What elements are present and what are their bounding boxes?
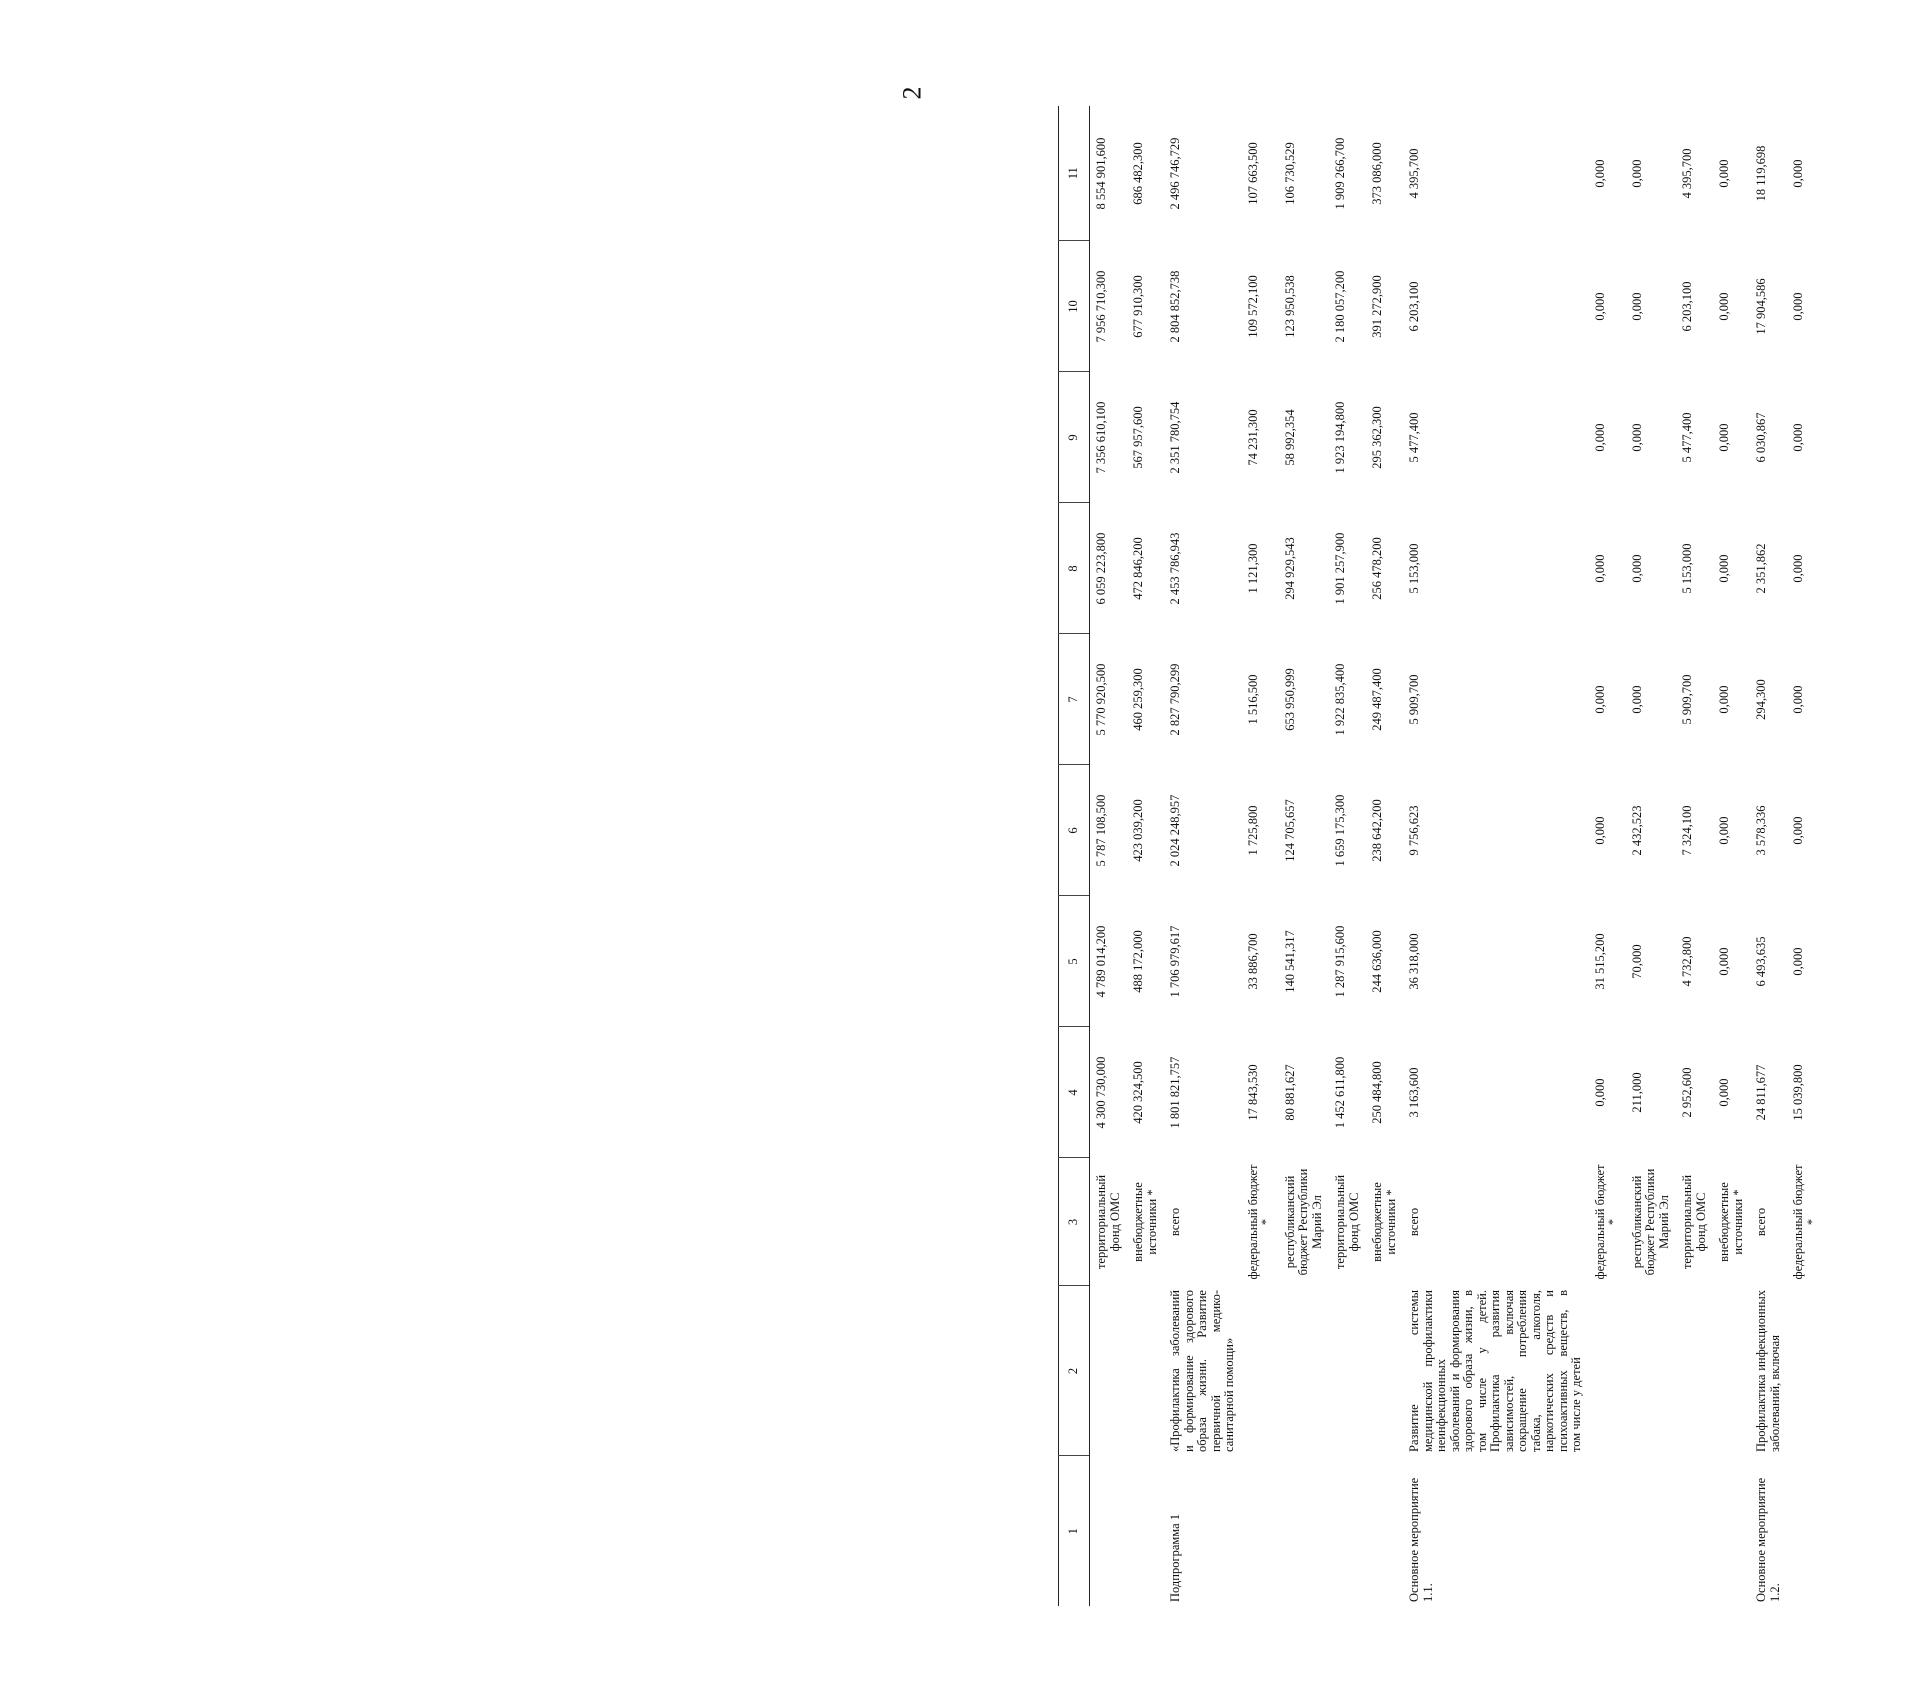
table-row bbox=[1403, 106, 1589, 1606]
value-cell-col-10: 2 804 852,738 bbox=[1168, 270, 1182, 343]
value-cell-col-4: 17 843,530 bbox=[1245, 1064, 1260, 1121]
value-cell-col-9: 1 923 194,800 bbox=[1333, 401, 1347, 474]
value-cell-col-4: 1 452 611,800 bbox=[1333, 1056, 1347, 1129]
description-cell bbox=[1676, 1286, 1713, 1456]
value-cell-col-11: 0,000 bbox=[1592, 159, 1607, 188]
value-cell-col-5: 1 706 979,617 bbox=[1168, 925, 1182, 998]
value-cell-col-5: 70,000 bbox=[1629, 944, 1644, 979]
description-cell: Профилактика инфекционных заболеваний, включая bbox=[1754, 1290, 1782, 1452]
description-cell bbox=[1713, 1286, 1750, 1456]
value-cell-col-9: 58 992,354 bbox=[1282, 409, 1297, 466]
value-cell-col-5: 0,000 bbox=[1791, 947, 1805, 976]
value-cell-col-7: 5 909,700 bbox=[1407, 674, 1421, 725]
description-cell bbox=[1127, 1286, 1164, 1456]
column-header-2: 2 bbox=[1059, 1286, 1090, 1456]
description-cell: «Профилактика заболеваний и формирование здорового образа жизни. Развитие первичной медико-санитарной помощи» bbox=[1168, 1290, 1236, 1452]
value-cell-col-7: 0,000 bbox=[1592, 685, 1607, 714]
value-cell-col-8: 1 121,300 bbox=[1245, 543, 1260, 594]
table-row bbox=[1242, 106, 1279, 1606]
value-cell-col-6: 0,000 bbox=[1717, 816, 1731, 845]
value-cell-col-8: 6 059 223,800 bbox=[1094, 532, 1108, 605]
value-cell-col-11: 1 909 266,700 bbox=[1333, 137, 1347, 210]
table-row bbox=[1589, 106, 1626, 1606]
table-body bbox=[1090, 106, 1825, 1606]
value-cell-col-8: 0,000 bbox=[1717, 554, 1731, 583]
column-header-3: 3 bbox=[1059, 1158, 1090, 1286]
value-cell-col-4: 4 300 730,000 bbox=[1094, 1056, 1108, 1129]
value-cell-col-5: 4 732,800 bbox=[1680, 936, 1694, 987]
value-cell-col-8: 5 153,000 bbox=[1407, 543, 1421, 594]
value-cell-col-7: 294,300 bbox=[1754, 679, 1768, 720]
program-cell bbox=[1090, 1456, 1128, 1606]
value-cell-col-4: 15 039,800 bbox=[1791, 1064, 1805, 1121]
value-cell-col-10: 7 956 710,300 bbox=[1094, 270, 1108, 343]
funding-source-cell: территориальный фонд ОМС bbox=[1094, 1174, 1122, 1270]
value-cell-col-10: 0,000 bbox=[1717, 292, 1731, 321]
description-cell bbox=[1090, 1286, 1128, 1456]
value-cell-col-10: 2 180 057,200 bbox=[1333, 270, 1347, 343]
description-cell bbox=[1279, 1286, 1330, 1456]
column-header-5: 5 bbox=[1059, 896, 1090, 1027]
value-cell-col-11: 373 086,000 bbox=[1370, 142, 1384, 205]
value-cell-col-9: 6 030,867 bbox=[1754, 412, 1768, 463]
value-cell-col-8: 256 478,200 bbox=[1370, 537, 1384, 600]
description-cell bbox=[1589, 1286, 1626, 1456]
value-cell-col-8: 472 846,200 bbox=[1131, 537, 1145, 600]
column-header-7: 7 bbox=[1059, 634, 1090, 765]
value-cell-col-9: 0,000 bbox=[1717, 423, 1731, 452]
program-cell bbox=[1242, 1456, 1279, 1606]
value-cell-col-4: 24 811,677 bbox=[1754, 1064, 1768, 1121]
value-cell-col-6: 1 659 175,300 bbox=[1333, 794, 1347, 867]
value-cell-col-8: 0,000 bbox=[1592, 554, 1607, 583]
value-cell-col-11: 18 119,698 bbox=[1754, 145, 1768, 202]
value-cell-col-11: 0,000 bbox=[1791, 159, 1805, 188]
value-cell-col-10: 109 572,100 bbox=[1245, 275, 1260, 338]
value-cell-col-7: 5 770 920,500 bbox=[1094, 663, 1108, 736]
value-cell-col-7: 1 516,500 bbox=[1245, 674, 1260, 725]
table-row bbox=[1090, 106, 1128, 1606]
value-cell-col-5: 36 318,000 bbox=[1407, 933, 1421, 990]
value-cell-col-6: 5 787 108,500 bbox=[1094, 794, 1108, 867]
value-cell-col-10: 0,000 bbox=[1592, 292, 1607, 321]
table-row bbox=[1127, 106, 1164, 1606]
value-cell-col-5: 31 515,200 bbox=[1592, 933, 1607, 990]
program-cell: Подпрограмма 1 bbox=[1168, 1513, 1182, 1602]
funding-source-cell: республиканский бюджет Республики Марий Эл bbox=[1629, 1168, 1671, 1276]
table-row bbox=[1750, 106, 1787, 1606]
value-cell-col-6: 1 725,800 bbox=[1245, 805, 1260, 856]
value-cell-col-4: 250 484,800 bbox=[1370, 1061, 1384, 1124]
program-cell bbox=[1676, 1456, 1713, 1606]
funding-source-cell: всего bbox=[1407, 1207, 1421, 1237]
table-header-row bbox=[1059, 106, 1090, 1606]
value-cell-col-4: 211,000 bbox=[1629, 1072, 1644, 1113]
value-cell-col-7: 653 950,999 bbox=[1282, 668, 1297, 731]
value-cell-col-9: 5 477,400 bbox=[1407, 412, 1421, 463]
value-cell-col-4: 0,000 bbox=[1592, 1078, 1607, 1107]
value-cell-col-6: 9 756,623 bbox=[1407, 805, 1421, 856]
value-cell-col-5: 1 287 915,600 bbox=[1333, 925, 1347, 998]
value-cell-col-5: 6 493,635 bbox=[1754, 936, 1768, 987]
program-cell bbox=[1713, 1456, 1750, 1606]
funding-source-cell: внебюджетные источники * bbox=[1370, 1182, 1398, 1262]
value-cell-col-8: 0,000 bbox=[1791, 554, 1805, 583]
value-cell-col-9: 295 362,300 bbox=[1370, 406, 1384, 469]
value-cell-col-10: 0,000 bbox=[1629, 292, 1644, 321]
value-cell-col-6: 7 324,100 bbox=[1680, 805, 1694, 856]
program-cell bbox=[1366, 1456, 1403, 1606]
value-cell-col-10: 0,000 bbox=[1791, 292, 1805, 321]
value-cell-col-11: 106 730,529 bbox=[1282, 142, 1297, 205]
value-cell-col-8: 0,000 bbox=[1629, 554, 1644, 583]
value-cell-col-8: 2 453 786,943 bbox=[1168, 532, 1182, 605]
value-cell-col-10: 17 904,586 bbox=[1754, 278, 1768, 335]
value-cell-col-10: 6 203,100 bbox=[1407, 281, 1421, 332]
value-cell-col-5: 140 541,317 bbox=[1282, 930, 1297, 993]
value-cell-col-11: 0,000 bbox=[1717, 159, 1731, 188]
value-cell-col-7: 0,000 bbox=[1717, 685, 1731, 714]
program-cell bbox=[1127, 1456, 1164, 1606]
funding-source-cell: всего bbox=[1168, 1207, 1182, 1237]
value-cell-col-5: 33 886,700 bbox=[1245, 933, 1260, 990]
table-row bbox=[1366, 106, 1403, 1606]
value-cell-col-9: 2 351 780,754 bbox=[1168, 401, 1182, 474]
program-cell bbox=[1589, 1456, 1626, 1606]
value-cell-col-9: 5 477,400 bbox=[1680, 412, 1694, 463]
value-cell-col-8: 5 153,000 bbox=[1680, 543, 1694, 594]
value-cell-col-9: 7 356 610,100 bbox=[1094, 401, 1108, 474]
funding-source-cell: всего bbox=[1754, 1207, 1768, 1237]
value-cell-col-6: 423 039,200 bbox=[1131, 799, 1145, 862]
table-row bbox=[1787, 106, 1824, 1606]
funding-source-cell: федеральный бюджет * bbox=[1245, 1164, 1273, 1280]
value-cell-col-5: 4 789 014,200 bbox=[1094, 925, 1108, 998]
value-cell-col-9: 0,000 bbox=[1629, 423, 1644, 452]
program-cell bbox=[1626, 1456, 1677, 1606]
value-cell-col-10: 6 203,100 bbox=[1680, 281, 1694, 332]
table-row bbox=[1713, 106, 1750, 1606]
rotated-table-sheet bbox=[1058, 106, 1918, 1606]
funding-source-cell: территориальный фонд ОМС bbox=[1680, 1174, 1708, 1270]
table-row bbox=[1329, 106, 1366, 1606]
value-cell-col-4: 0,000 bbox=[1717, 1078, 1731, 1107]
table-row bbox=[1676, 106, 1713, 1606]
column-header-9: 9 bbox=[1059, 372, 1090, 503]
value-cell-col-10: 123 950,538 bbox=[1282, 275, 1297, 338]
description-cell bbox=[1787, 1286, 1824, 1456]
value-cell-col-9: 74 231,300 bbox=[1245, 409, 1260, 466]
value-cell-col-9: 567 957,600 bbox=[1131, 406, 1145, 469]
funding-source-cell: территориальный фонд ОМС bbox=[1333, 1174, 1361, 1270]
value-cell-col-10: 391 272,900 bbox=[1370, 275, 1384, 338]
value-cell-col-7: 0,000 bbox=[1791, 685, 1805, 714]
value-cell-col-8: 2 351,862 bbox=[1754, 543, 1768, 594]
table-row bbox=[1164, 106, 1242, 1606]
program-cell bbox=[1279, 1456, 1330, 1606]
value-cell-col-7: 1 922 835,400 bbox=[1333, 663, 1347, 736]
column-header-4: 4 bbox=[1059, 1027, 1090, 1158]
value-cell-col-4: 1 801 821,757 bbox=[1168, 1056, 1182, 1129]
funding-source-cell: внебюджетные источники * bbox=[1131, 1182, 1159, 1262]
program-cell bbox=[1329, 1456, 1366, 1606]
funding-source-cell: федеральный бюджет * bbox=[1592, 1164, 1620, 1280]
value-cell-col-8: 294 929,543 bbox=[1282, 537, 1297, 600]
value-cell-col-9: 0,000 bbox=[1791, 423, 1805, 452]
funding-table bbox=[1058, 106, 1824, 1606]
value-cell-col-5: 488 172,000 bbox=[1131, 930, 1145, 993]
value-cell-col-4: 80 881,627 bbox=[1282, 1064, 1297, 1121]
value-cell-col-7: 5 909,700 bbox=[1680, 674, 1694, 725]
value-cell-col-4: 420 324,500 bbox=[1131, 1061, 1145, 1124]
value-cell-col-11: 0,000 bbox=[1629, 159, 1644, 188]
description-cell bbox=[1329, 1286, 1366, 1456]
value-cell-col-4: 3 163,600 bbox=[1407, 1067, 1421, 1118]
funding-source-cell: внебюджетные источники * bbox=[1717, 1182, 1745, 1262]
value-cell-col-6: 2 024 248,957 bbox=[1168, 794, 1182, 867]
funding-source-cell: республиканский бюджет Республики Марий Эл bbox=[1282, 1168, 1324, 1276]
column-header-11: 11 bbox=[1059, 106, 1090, 241]
value-cell-col-11: 8 554 901,600 bbox=[1094, 137, 1108, 210]
value-cell-col-6: 238 642,200 bbox=[1370, 799, 1384, 862]
program-cell: Основное мероприятие 1.1. bbox=[1407, 1477, 1435, 1602]
value-cell-col-7: 0,000 bbox=[1629, 685, 1644, 714]
column-header-6: 6 bbox=[1059, 765, 1090, 896]
description-cell bbox=[1366, 1286, 1403, 1456]
value-cell-col-9: 0,000 bbox=[1592, 423, 1607, 452]
value-cell-col-6: 2 432,523 bbox=[1629, 805, 1644, 856]
description-cell bbox=[1242, 1286, 1279, 1456]
value-cell-col-11: 2 496 746,729 bbox=[1168, 137, 1182, 210]
table-row bbox=[1279, 106, 1330, 1606]
description-cell bbox=[1626, 1286, 1677, 1456]
description-cell: Развитие системы медицинской профилактики неинфекционных заболеваний и формирования здорового образа жизни, в том числе у детей. Профилактика развития зависимостей, включая сокращение потребления табака, алкоголя, наркотических средств и психоактивных веществ, в том числе у детей bbox=[1407, 1290, 1583, 1452]
value-cell-col-6: 124 705,657 bbox=[1282, 799, 1297, 862]
value-cell-col-11: 107 663,500 bbox=[1245, 142, 1260, 205]
value-cell-col-7: 2 827 790,299 bbox=[1168, 663, 1182, 736]
value-cell-col-6: 0,000 bbox=[1592, 816, 1607, 845]
value-cell-col-11: 4 395,700 bbox=[1680, 148, 1694, 199]
program-cell: Основное мероприятие 1.2. bbox=[1754, 1477, 1782, 1602]
column-header-8: 8 bbox=[1059, 503, 1090, 634]
value-cell-col-7: 460 259,300 bbox=[1131, 668, 1145, 731]
value-cell-col-7: 249 487,400 bbox=[1370, 668, 1384, 731]
page-number: 2 bbox=[897, 86, 927, 100]
program-cell bbox=[1787, 1456, 1824, 1606]
value-cell-col-11: 686 482,300 bbox=[1131, 142, 1145, 205]
column-header-1: 1 bbox=[1059, 1456, 1090, 1606]
value-cell-col-10: 677 910,300 bbox=[1131, 275, 1145, 338]
value-cell-col-6: 3 578,336 bbox=[1754, 805, 1768, 856]
value-cell-col-5: 244 636,000 bbox=[1370, 930, 1384, 993]
column-header-10: 10 bbox=[1059, 241, 1090, 372]
value-cell-col-8: 1 901 257,900 bbox=[1333, 532, 1347, 605]
value-cell-col-6: 0,000 bbox=[1791, 816, 1805, 845]
value-cell-col-5: 0,000 bbox=[1717, 947, 1731, 976]
value-cell-col-4: 2 952,600 bbox=[1680, 1067, 1694, 1118]
funding-source-cell: федеральный бюджет * bbox=[1791, 1164, 1819, 1280]
value-cell-col-11: 4 395,700 bbox=[1407, 148, 1421, 199]
table-row bbox=[1626, 106, 1677, 1606]
